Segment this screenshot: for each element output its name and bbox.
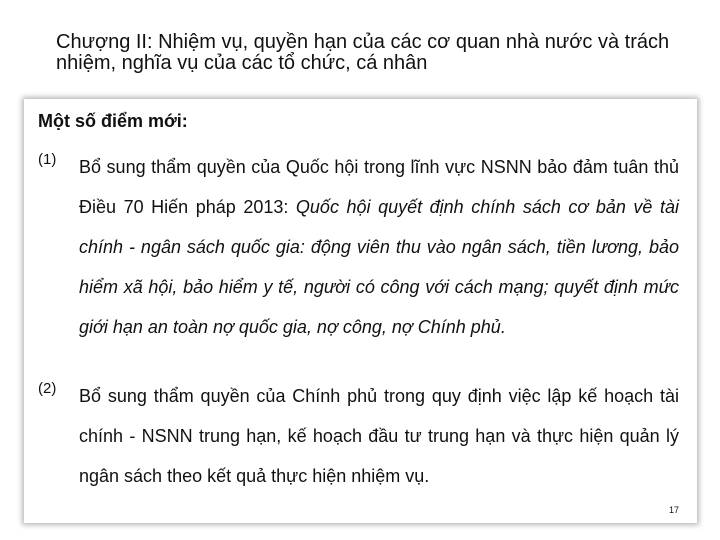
section-subtitle: Một số điểm mới: xyxy=(38,111,188,131)
item-number: (2) xyxy=(38,380,57,397)
item-number: (1) xyxy=(38,151,57,168)
page-number: 17 xyxy=(668,505,679,515)
item-text xyxy=(79,147,679,347)
item-text-plain: Bổ sung thẩm quyền của Quốc hội trong lĩnh vực NSNN bảo đảm tuân thủ Điều 70 Hiến pháp 2013: xyxy=(79,157,679,217)
slide-title: Chượng II: Nhiệm vụ, quyền hạn của các cơ quan nhà nước và trách nhiệm, nghĩa vụ của các tổ chức, cá nhân xyxy=(56,31,670,74)
content-panel xyxy=(24,99,697,523)
item-text: Bổ sung thẩm quyền của Chính phủ trong quy định việc lập kế hoạch tài chính - NSNN trung hạn, kế hoạch đầu tư trung hạn và thực hiện quản lý ngân sách theo kết quả thực hiện nhiệm vụ. xyxy=(79,386,679,486)
item-text-italic: Quốc hội quyết định chính sách cơ bản về tài chính - ngân sách quốc gia: động viên thu vào ngân sách, tiền lương, bảo hiểm xã hội, bảo hiểm y tế, người có công với cách mạng; quyết định mức giới hạn an toàn nợ quốc gia, nợ công, nợ Chính phủ. xyxy=(79,197,679,337)
